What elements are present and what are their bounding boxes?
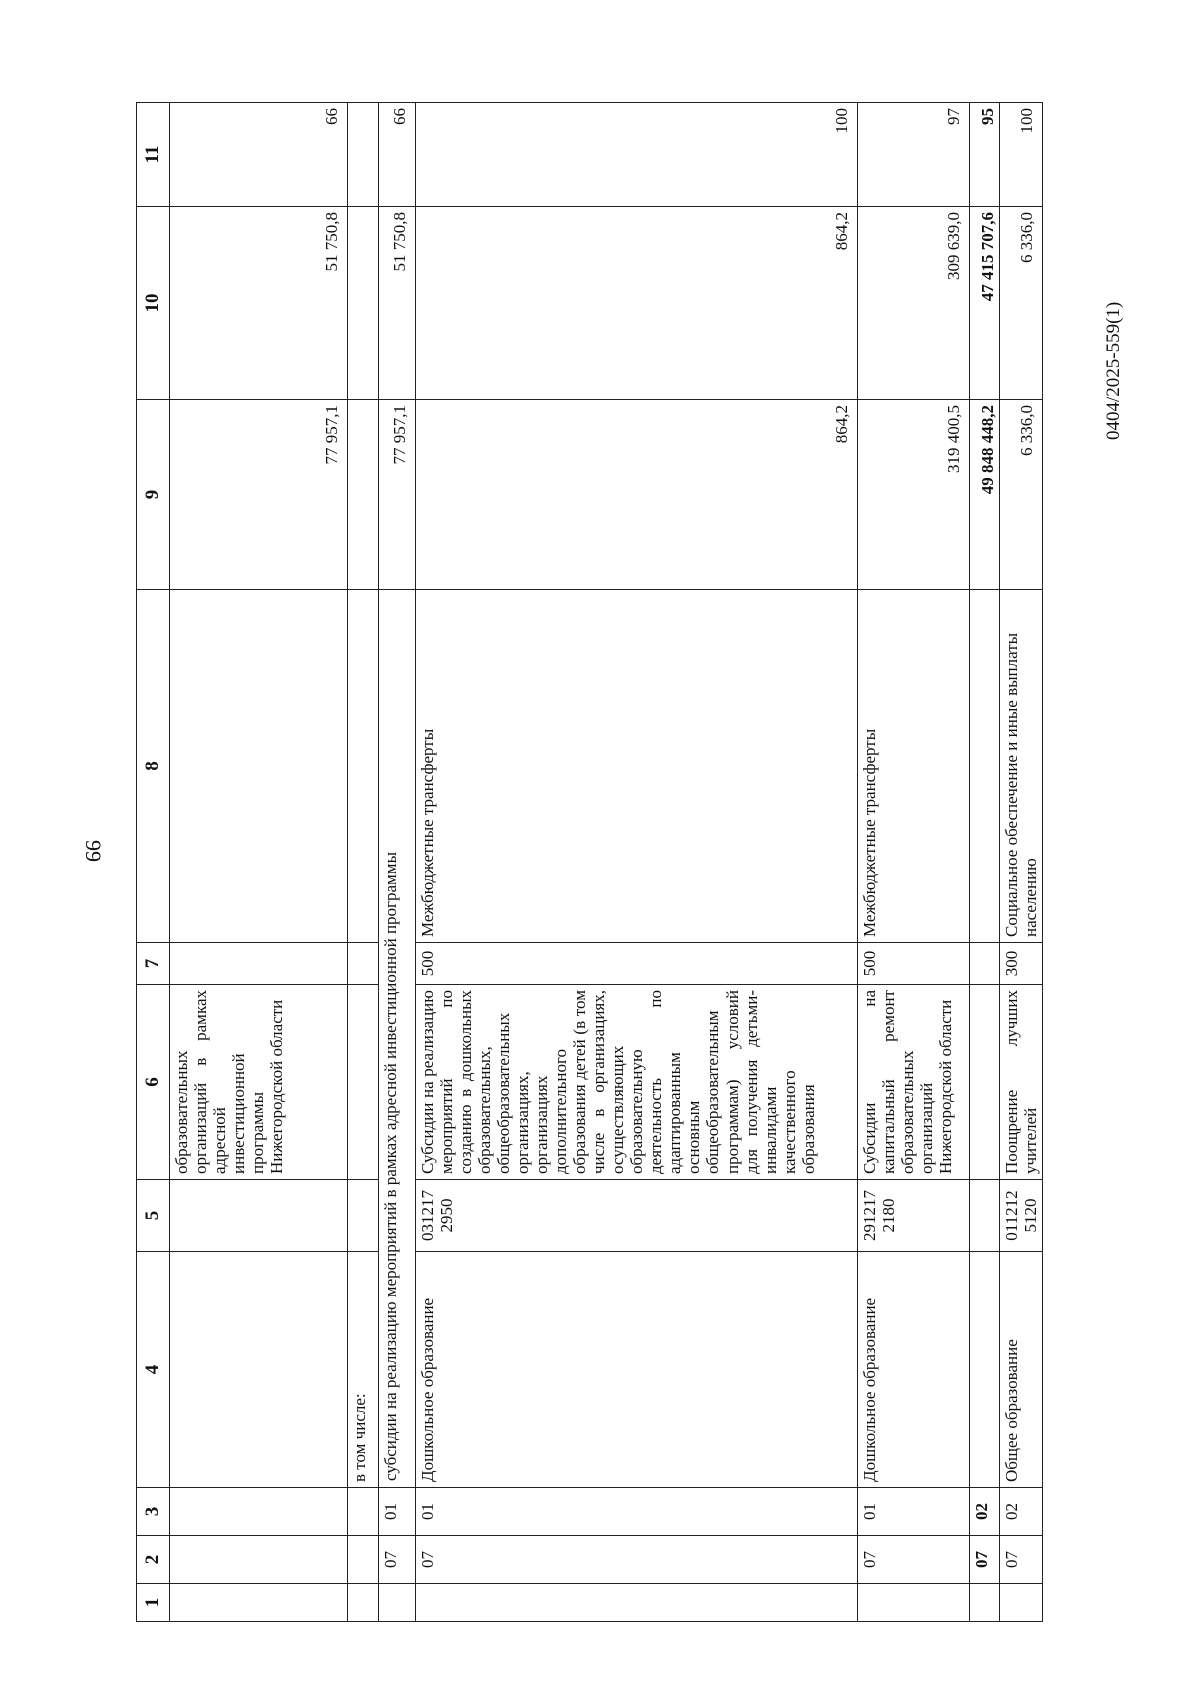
planned-amount: 319 400,5 [858, 400, 970, 590]
table-row-including [348, 103, 379, 1622]
subsidy-investment-label: субсидии на реализацию мероприятий в рамках адресной инвестиционной программы [379, 590, 416, 1488]
row-description: Поощрение лучших учителей [1000, 985, 1043, 1180]
actual-amount: 864,2 [416, 207, 858, 400]
execution-percent: 95 [970, 103, 1000, 207]
subsection-name: Дошкольное образование [416, 1252, 858, 1488]
col-header-8: 8 [137, 590, 170, 943]
expense-type-code: 300 [1000, 943, 1043, 985]
subsection-name: Дошкольное образование [858, 1252, 970, 1488]
table-row-subsidy-investment [379, 103, 416, 1622]
page-number: 99 [81, 840, 106, 862]
document-id-text: 0404/2025-559(1) [1103, 301, 1124, 440]
planned-amount: 77 957,1 [379, 400, 416, 590]
planned-amount: 49 848 448,2 [970, 400, 1000, 590]
col-header-6: 6 [137, 985, 170, 1180]
table-row-preschool-disabled [416, 103, 858, 1622]
execution-percent: 100 [416, 103, 858, 207]
target-article-code: 291217 2180 [858, 1180, 970, 1252]
subsection-code: 02 [1000, 1488, 1043, 1536]
table-row-general-education-total [970, 103, 1000, 1622]
execution-percent: 100 [1000, 103, 1043, 207]
planned-amount: 864,2 [416, 400, 858, 590]
expense-type-name: Социальное обеспечение и иные выплаты населению [1000, 590, 1043, 943]
subsection-code: 01 [858, 1488, 970, 1536]
row-description: Субсидии на реализацию мероприятий по созданию в дошкольных образовательных, общеобразовательных организациях, организациях дополнительного образования детей (в том числе в организациях, осуществляющих образовательную деятельность по адаптированным основным общеобразовательным программам) условий для получения детьми-инвалидами качественного образования [416, 985, 858, 1180]
col-header-4: 4 [137, 1252, 170, 1488]
actual-amount: 51 750,8 [379, 207, 416, 400]
execution-percent: 97 [858, 103, 970, 207]
target-article-code: 011212 5120 [1000, 1180, 1043, 1252]
col-header-3: 3 [137, 1488, 170, 1536]
actual-amount: 51 750,8 [170, 207, 348, 400]
subsection-code: 02 [970, 1488, 1000, 1536]
col-header-2: 2 [137, 1536, 170, 1584]
col-header-7: 7 [137, 943, 170, 985]
planned-amount: 77 957,1 [170, 400, 348, 590]
budget-table-rotated [136, 103, 1058, 1622]
planned-amount: 6 336,0 [1000, 400, 1043, 590]
table-row-continuation [170, 103, 348, 1622]
section-code: 07 [1000, 1536, 1043, 1584]
document-id [1103, 205, 1133, 440]
section-code: 07 [379, 1536, 416, 1584]
including-label: в том числе: [348, 1252, 379, 1488]
subsection-code: 01 [416, 1488, 858, 1536]
table-row-best-teachers [1000, 103, 1043, 1622]
row-description: Субсидии на капитальный ремонт образовательных организаций Нижегородской области [858, 985, 970, 1180]
section-code: 07 [970, 1536, 1000, 1584]
col-header-11: 11 [137, 103, 170, 207]
target-article-code: 031217 2950 [416, 1180, 858, 1252]
row-description: образовательных организаций в рамках адресной инвестиционной программы Нижегородской области [170, 985, 348, 1180]
actual-amount: 6 336,0 [1000, 207, 1043, 400]
execution-percent: 66 [170, 103, 348, 207]
execution-percent: 66 [379, 103, 416, 207]
budget-table [136, 102, 1043, 1622]
expense-type-code: 500 [416, 943, 858, 985]
col-header-9: 9 [137, 400, 170, 590]
subsection-name: Общее образование [1000, 1252, 1043, 1488]
expense-type-name: Межбюджетные трансферты [858, 590, 970, 943]
section-code: 07 [416, 1536, 858, 1584]
subsection-code: 01 [379, 1488, 416, 1536]
section-code: 07 [858, 1536, 970, 1584]
expense-type-code: 500 [858, 943, 970, 985]
expense-type-name: Межбюджетные трансферты [416, 590, 858, 943]
column-number-row [137, 103, 170, 1622]
col-header-1: 1 [137, 1584, 170, 1622]
actual-amount: 309 639,0 [858, 207, 970, 400]
col-header-10: 10 [137, 207, 170, 400]
table-row-preschool-repair [858, 103, 970, 1622]
actual-amount: 47 415 707,6 [970, 207, 1000, 400]
col-header-5: 5 [137, 1180, 170, 1252]
